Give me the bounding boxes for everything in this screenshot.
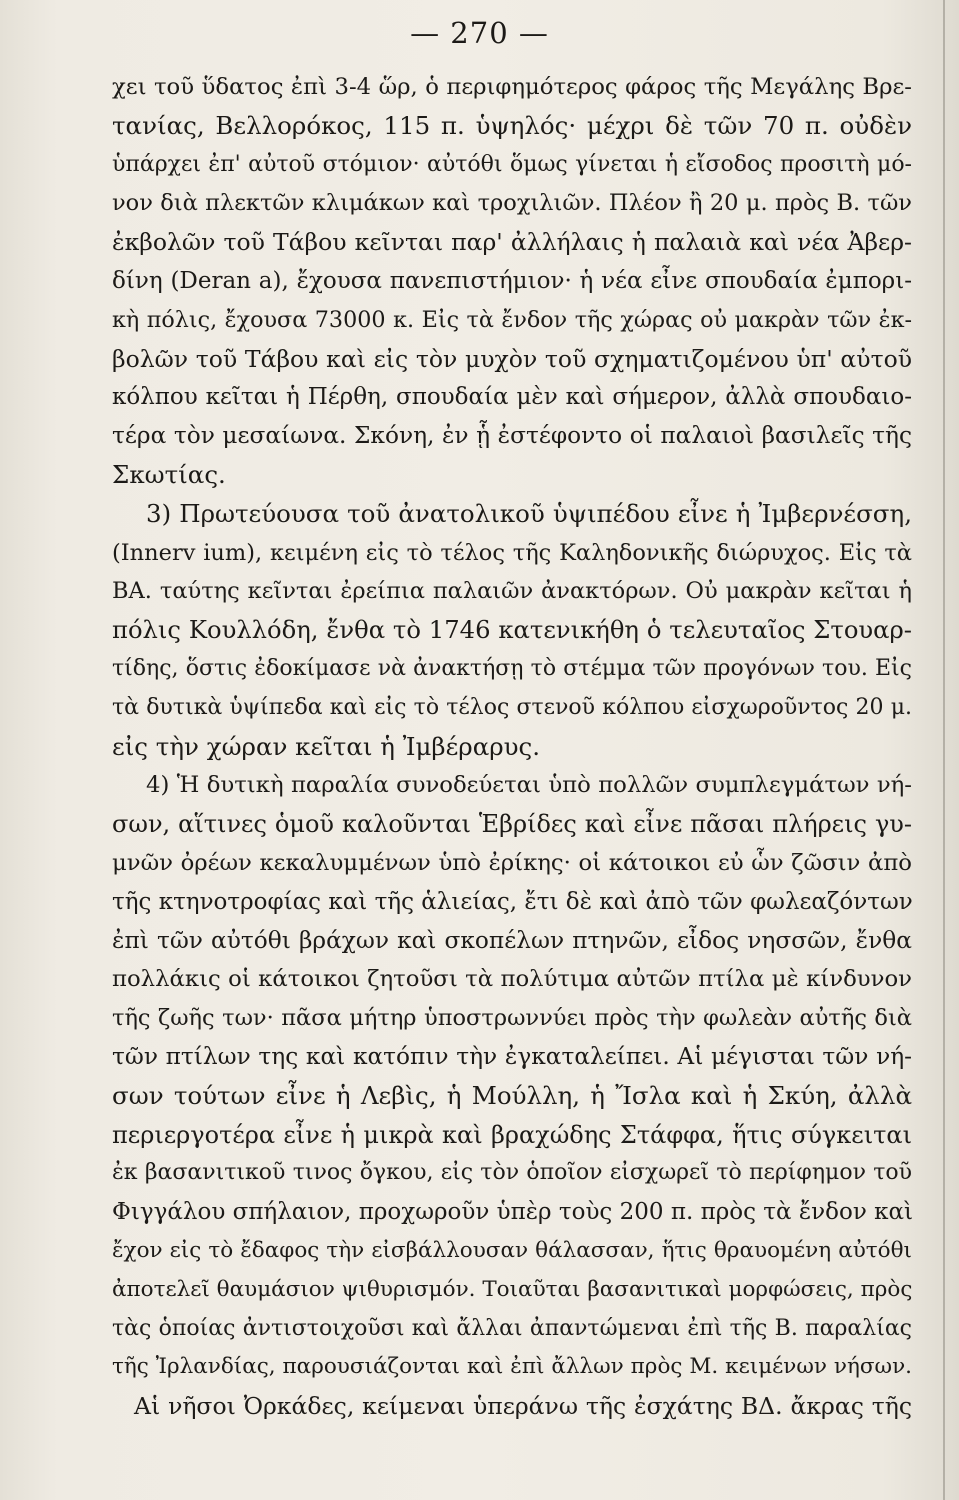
page-edge-line — [943, 0, 945, 1500]
text-line-34: τῆς Ἰρλανδίας, παρουσιάζονται καὶ ἐπὶ ἄλλων πρὸς Μ. κειμένων νήσων. — [112, 1354, 912, 1380]
text-line-12: 3) Πρωτεύουσα τοῦ ἀνατολικοῦ ὑψιπέδου εἶνε ἡ Ἰμβερνέσση, — [146, 498, 912, 528]
text-line-19: 4) Ἡ δυτικὴ παραλία συνοδεύεται ὑπὸ πολλῶν συμπλεγμάτων νή- — [146, 772, 912, 799]
text-line-2: τανίας, Βελλορόκος, 115 π. ὑψηλός· μέχρι δὲ τῶν 70 π. οὐδὲν — [112, 110, 912, 140]
text-line-33: τὰς ὁποίας ἀντιστοιχοῦσι καὶ ἄλλαι ἀπαντώμεναι ἐπὶ τῆς Β. παραλίας — [112, 1315, 912, 1341]
text-line-30: Φιγγάλου σπήλαιον, προχωροῦν ὑπὲρ τοὺς 200 π. πρὸς τὰ ἔνδον καὶ — [112, 1199, 914, 1226]
text-line-18: εἰς τὴν χώραν κεῖται ἡ Ἰμβέραρυς. — [112, 731, 541, 761]
text-line-29: ἐκ βασανιτικοῦ τινος ὄγκου, εἰς τὸν ὁποῖον εἰσχωρεῖ τὸ περίφημον τοῦ — [112, 1160, 912, 1186]
text-line-31: ἔχον εἰς τὸ ἔδαφος τὴν εἰσβάλλουσαν θάλασσαν, ἥτις θραυομένη αὐτόθι — [112, 1237, 912, 1263]
text-line-23: ἐπὶ τῶν αὐτόθι βράχων καὶ σκοπέλων πτηνῶν, εἶδος νησσῶν, ἔνθα — [112, 926, 912, 954]
text-line-6: δίνη (Deran a), ἔχουσα πανεπιστήμιον· ἡ νέα εἶνε σπουδαία ἐμπορι- — [112, 267, 912, 294]
text-line-15: πόλις Κουλλόδη, ἔνθα τὸ 1746 κατενικήθη ὁ τελευταῖος Στουαρ- — [112, 615, 912, 645]
text-line-22: τῆς κτηνοτροφίας καὶ τῆς ἁλιείας, ἔτι δὲ καὶ ἀπὸ τῶν φωλεαζόντων — [112, 888, 913, 915]
text-line-28: περιεργοτέρα εἶνε ἡ μικρὰ καὶ βραχώδης Στάφφα, ἥτις σύγκειται — [112, 1120, 912, 1149]
text-line-27: σων τούτων εἶνε ἡ Λεβὶς, ἡ Μούλλη, ἡ Ἴσλα καὶ ἡ Σκύη, ἀλλὰ — [112, 1080, 912, 1110]
text-line-20: σων, αἵτινες ὁμοῦ καλοῦνται Ἑβρίδες καὶ εἶνε πᾶσαι πλήρεις γυ- — [112, 810, 912, 839]
text-line-21: μνῶν ὀρέων κεκαλυμμένων ὑπὸ ἐρίκης· οἱ κάτοικοι εὐ ὧν ζῶσιν ἀπὸ — [112, 849, 912, 876]
text-line-8: βολῶν τοῦ Τάβου καὶ εἰς τὸν μυχὸν τοῦ σχηματιζομένου ὑπ' αὐτοῦ — [112, 344, 912, 373]
text-line-13: (Innerv ium), κειμένη εἰς τὸ τέλος τῆς Καληδονικῆς διώρυχος. Εἰς τὰ — [112, 539, 912, 566]
text-line-16: τίδης, ὅστις ἐδοκίμασε νὰ ἀνακτήσῃ τὸ στέμμα τῶν προγόνων του. Εἰς — [112, 655, 912, 681]
text-line-5: ἐκβολῶν τοῦ Τάβου κεῖνται παρ' ἀλλήλαις ἡ παλαιὰ καὶ νέα Ἀβερ- — [112, 228, 912, 257]
text-line-9: κόλπου κεῖται ἡ Πέρθη, σπουδαία μὲν καὶ σήμερον, ἀλλὰ σπουδαιο- — [112, 384, 912, 411]
text-line-35: Αἱ νῆσοι Ὀρκάδες, κείμεναι ὑπεράνω τῆς ἐσχάτης ΒΔ. ἄκρας τῆς — [134, 1392, 912, 1421]
text-line-32: ἀποτελεῖ θαυμάσιον ψιθυρισμόν. Τοιαῦται βασανιτικαὶ μορφώσεις, πρὸς — [112, 1276, 913, 1302]
text-line-7: κὴ πόλις, ἔχουσα 73000 κ. Εἰς τὰ ἔνδον τῆς χώρας οὐ μακρὰν τῶν ἐκ- — [112, 306, 912, 333]
page-number: — 270 — — [410, 16, 549, 50]
text-line-11: Σκωτίας. — [112, 459, 226, 489]
text-line-1: χει τοῦ ὕδατος ἐπὶ 3-4 ὥρ, ὁ περιφημότερος φάρος τῆς Μεγάλης Βρε- — [112, 74, 912, 100]
text-line-25: τῆς ζωῆς των· πᾶσα μήτηρ ὑποστρωννύει πρὸς τὴν φωλεὰν αὐτῆς διὰ — [112, 1005, 912, 1032]
text-line-4: νον διὰ πλεκτῶν κλιμάκων καὶ τροχιλιῶν. Πλέον ἢ 20 μ. πρὸς Β. τῶν — [112, 190, 912, 217]
text-body — [112, 68, 912, 1426]
text-line-3: ὑπάρχει ἐπ' αὐτοῦ στόμιον· αὐτόθι ὅμως γίνεται ἡ εἴσοδος προσιτὴ μό- — [112, 151, 912, 177]
text-line-10: τέρα τὸν μεσαίωνα. Σκόνη, ἐν ᾗ ἐστέφοντο οἱ παλαιοὶ βασιλεῖς τῆς — [112, 422, 912, 450]
text-line-24: πολλάκις οἱ κάτοικοι ζητοῦσι τὰ πολύτιμα αὐτῶν πτίλα μὲ κίνδυνον — [112, 966, 912, 993]
text-line-17: τὰ δυτικὰ ὑψίπεδα καὶ εἰς τὸ τέλος στενοῦ κόλπου εἰσχωροῦντος 20 μ. — [112, 694, 912, 720]
text-line-26: τῶν πτίλων της καὶ κατόπιν τὴν ἐγκαταλείπει. Αἱ μέγισται τῶν νή- — [112, 1042, 912, 1070]
text-line-14: ΒΑ. ταύτης κεῖνται ἐρείπια παλαιῶν ἀνακτόρων. Οὐ μακρὰν κεῖται ἡ — [112, 578, 912, 605]
